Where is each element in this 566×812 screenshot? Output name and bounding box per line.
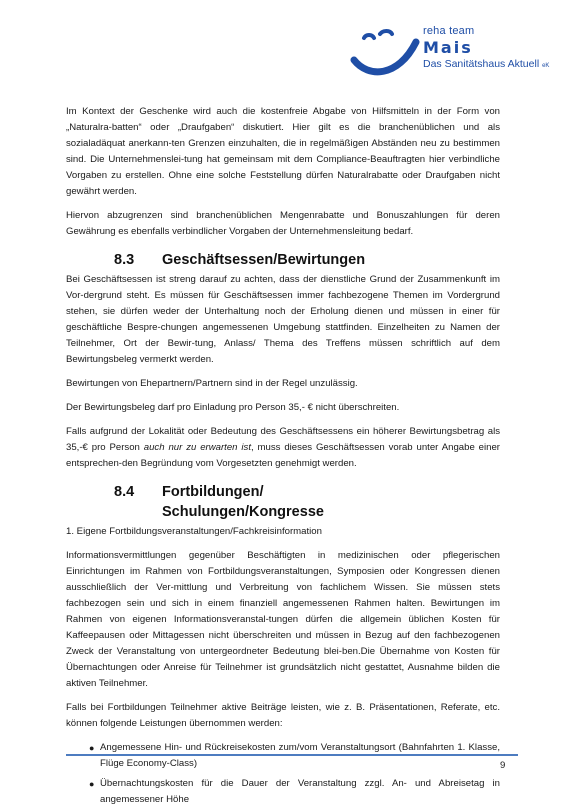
paragraph-emphasis: auch nur zu erwarten ist (143, 442, 251, 453)
section-title (162, 482, 324, 522)
company-logo (350, 20, 550, 90)
bullet-icon: ● (89, 779, 95, 789)
section-8-4-heading (66, 482, 500, 522)
section-title-line-2: Schulungen/Kongresse (162, 504, 324, 520)
paragraph-text-part: , muss dieses Geschäftsessen vorab unter Angabe einer entsprechen-den Begründung vom Vorgesetzten genehmigt werden. (66, 442, 500, 469)
section-8-4-paragraph-2: Falls bei Fortbildungen Teilnehmer aktive Beiträge leisten, wie z. B. Präsentationen, Referate, etc. können folgende Leistungen übernommen werden: (66, 702, 500, 729)
footer-rule (66, 754, 518, 756)
intro-paragraph-1: Im Kontext der Geschenke wird auch die kostenfreie Abgabe von Hilfsmitteln in der Form von „Naturalra-batten“ oder „Draufgaben“ diskutiert. Hier gilt es die branchenüblichen und als sozialadäquat anerkann-ten Grenzen einzuhalten, die in regelmäßigen Abständen neu zu bestimmen sind. Die Unternehmenslei-tung hat gemeinsam mit dem Compliance-Beauftragten hier verbindliche Vorgaben zu erstellen. Ohne eine solche Feststellung dürfen Naturalrabatte oder Draufgaben nicht gewährt werden. (66, 106, 500, 197)
section-8-3-paragraph-1: Bei Geschäftsessen ist streng darauf zu achten, dass der dienstliche Grund der Zusammenkunft im Vor-dergrund steht. Es müssen für Geschäftsessen immer fachbezogene Themen im Vordergrund stehen, sie dürfen weder der Unterhaltung noch der Erholung dienen und müssen in einer für geschäftliche Bespre-chungen angemessenen Umgebung stattfinden. Einzelheiten zu Namen der Teilnehmer, Ort der Bewir-tung, Anlass/ Thema des Treffens müssen schriftlich auf dem Bewirtungsbeleg vermerkt werden. (66, 274, 500, 365)
section-8-3-paragraph-2: Bewirtungen von Ehepartnern/Partnern sind in der Regel unzulässig. (66, 378, 358, 389)
logo-line-2: Mais (423, 38, 473, 57)
section-8-3-heading (66, 250, 500, 270)
section-number: 8.3 (114, 252, 135, 268)
section-8-4-subheading: 1. Eigene Fortbildungsveranstaltungen/Fachkreisinformation (66, 526, 322, 537)
logo-smile-icon (350, 20, 422, 80)
logo-text (423, 26, 549, 70)
section-number: 8.4 (114, 484, 135, 500)
section-8-4-paragraph-1: Informationsvermittlungen gegenüber Beschäftigten in medizinischen oder pflegerischen Einrichtungen im Rahmen von Fortbildungsveranstaltungen, Symposien oder Kongressen dienen ausschließlich der Ver-mittlung und Verbreitung von fachlichem Wissen. Sie müssen stets fachbezogen sein und sich in einem finanziell angemessenen Rahmen halten. Bewirtungen im Rahmen von eigenen Informationsveranstal-tungen dürfen die allgemein üblichen Kosten für Kaffeepausen oder Mittagessen nicht überschreiten und müssen in Bezug auf den fachbezogenen Zweck der Veranstaltung von untergeordneter Bedeutung blei-ben.Die Übernahme von Kosten für Übernachtungen oder Anreise für Teilnehmer ist grundsätzlich nicht gestattet, Ausnahme bilden die aktiven Teilnehmer. (66, 550, 500, 689)
section-title-line-1: Fortbildungen/ (162, 484, 264, 500)
section-8-3-paragraph-3: Der Bewirtungsbeleg darf pro Einladung pro Person 35,- € nicht überschreiten. (66, 402, 400, 413)
list-item (66, 776, 500, 808)
bullet-icon: ● (89, 743, 95, 753)
list-item-text: Übernachtungskosten für die Dauer der Veranstaltung zzgl. An- und Abreisetag in angemessener Höhe (100, 778, 500, 805)
list-item-text: Angemessene Hin- und Rückreisekosten zum/vom Veranstaltungsort (Bahnfahrten 1. Klasse, Flüge Economy-Class) (100, 742, 500, 769)
paragraph-text-part: Falls aufgrund der Lokalität oder Bedeutung des Geschäftsessens ein höherer Bewirtungsbetrag als 35,-€ pro Person (66, 426, 500, 453)
logo-line-3 (423, 59, 549, 70)
intro-paragraph-2: Hiervon abzugrenzen sind branchenüblichen Mengenrabatte und Bonuszahlungen für deren Gewährung es ebenfalls verbindlicher Vorgaben der Unternehmensleitung bedarf. (66, 210, 500, 237)
bullet-list (66, 740, 500, 808)
logo-line-3-text: Das Sanitätshaus Aktuell (423, 58, 540, 70)
logo-suffix: eK (542, 63, 550, 69)
main-content (66, 104, 500, 812)
page-number: 9 (500, 760, 506, 771)
section-8-3-paragraph-4 (66, 424, 500, 472)
section-title: Geschäftsessen/Bewirtungen (162, 252, 366, 268)
logo-line-1: reha team (423, 25, 475, 37)
list-item (66, 740, 500, 772)
